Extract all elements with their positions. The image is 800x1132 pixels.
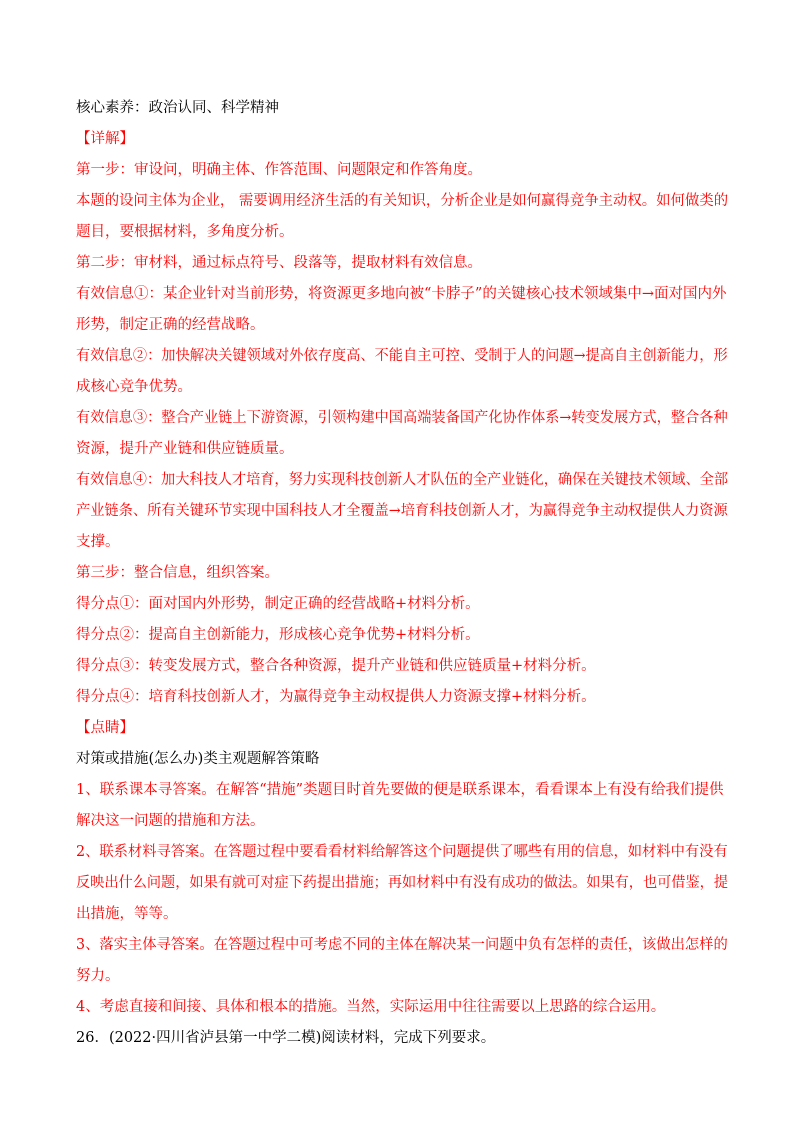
info-2-line-2: 成核心竞争优势。 [76, 379, 192, 395]
analysis-line-2: 题目，要根据材料，多角度分析。 [76, 224, 294, 240]
info-4-line-2: 产业链条、所有关键环节实现中国科技人才全覆盖→培育科技创新人才，为赢得竞争主动权提供人力资源 [76, 503, 728, 519]
info-3-line-1: 有效信息③：整合产业链上下游资源，引领构建中国高端装备国产化协作体系→转变发展方式，整合各种 [76, 410, 728, 426]
tips-heading: 【点睛】 [76, 720, 134, 736]
tip-2-line-2: 反映出什么问题，如果有就可对症下药提出措施；再如材料中有没有成功的做法。如果有，也可借鉴，提 [76, 875, 728, 891]
score-point-2: 得分点②：提高自主创新能力，形成核心竞争优势+材料分析。 [76, 627, 480, 643]
strategy-title: 对策或措施(怎么办)类主观题解答策略 [76, 751, 320, 767]
info-4-line-3: 支撑。 [76, 534, 120, 550]
document-body [76, 93, 728, 1054]
tip-3-line-2: 努力。 [76, 968, 120, 984]
score-point-3: 得分点③：转变发展方式，整合各种资源，提升产业链和供应链质量+材料分析。 [76, 658, 596, 674]
tip-1-line-2: 解决这一问题的措施和方法。 [76, 813, 265, 829]
step-one: 第一步：审设问，明确主体、作答范围、问题限定和作答角度。 [76, 162, 482, 178]
tip-2-line-3: 出措施，等等。 [76, 906, 178, 922]
info-1-line-2: 形势，制定正确的经营战略。 [76, 317, 265, 333]
info-3-line-2: 资源，提升产业链和供应链质量。 [76, 441, 294, 457]
tip-1-line-1: 1、联系课本寻答案。在解答“措施”类题目时首先要做的便是联系课本，看看课本上有没有给我们提供 [76, 782, 724, 798]
analysis-line-1: 本题的设问主体为企业， 需要调用经济生活的有关知识，分析企业是如何赢得竞争主动权。如何做类的 [76, 193, 729, 209]
step-three: 第三步：整合信息，组织答案。 [76, 565, 279, 581]
tip-2-line-1: 2、联系材料寻答案。在答题过程中要看看材料给解答这个问题提供了哪些有用的信息，如材料中有没有 [76, 844, 728, 860]
detail-heading: 【详解】 [76, 131, 134, 147]
info-2-line-1: 有效信息②：加快解决关键领域对外依存度高、不能自主可控、受制于人的问题→提高自主创新能力，形 [76, 348, 728, 364]
tip-3-line-1: 3、落实主体寻答案。在答题过程中可考虑不同的主体在解决某一问题中负有怎样的责任，该做出怎样的 [76, 937, 728, 953]
info-4-line-1: 有效信息④：加大科技人才培育，努力实现科技创新人才队伍的全产业链化，确保在关键技术领域、全部 [76, 472, 728, 488]
step-two: 第二步：审材料，通过标点符号、段落等，提取材料有效信息。 [76, 255, 482, 271]
score-point-4: 得分点④：培育科技创新人才，为赢得竞争主动权提供人力资源支撑+材料分析。 [76, 689, 596, 705]
core-literacy-line: 核心素养：政治认同、科学精神 [76, 100, 279, 116]
tip-4: 4、考虑直接和间接、具体和根本的措施。当然，实际运用中往往需要以上思路的综合运用。 [76, 999, 666, 1015]
question-26: 26．(2022·四川省泸县第一中学二模)阅读材料，完成下列要求。 [76, 1030, 496, 1046]
score-point-1: 得分点①：面对国内外形势，制定正确的经营战略+材料分析。 [76, 596, 480, 612]
info-1-line-1: 有效信息①：某企业针对当前形势，将资源更多地向被“卡脖子”的关键核心技术领域集中→面对国内外 [76, 286, 727, 302]
